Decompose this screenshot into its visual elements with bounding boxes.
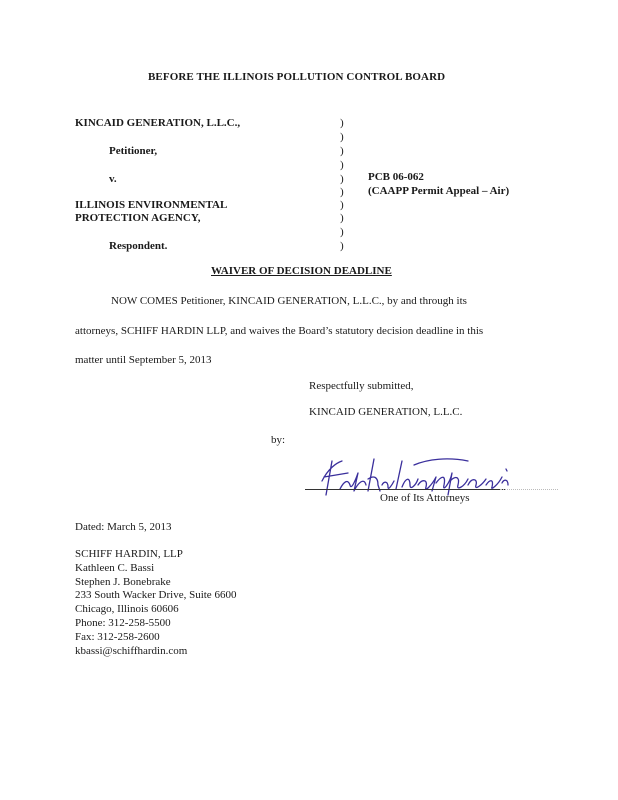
attorney-name: Kathleen C. Bassi xyxy=(75,562,155,574)
petitioner-role: Petitioner, xyxy=(109,145,158,157)
case-number: PCB 06-062 xyxy=(368,171,424,183)
signing-party: KINCAID GENERATION, L.L.C. xyxy=(309,406,463,418)
caption-paren: ) xyxy=(340,186,344,198)
respondent-role: Respondent. xyxy=(109,240,168,252)
caption-paren: ) xyxy=(340,199,344,211)
address-line-1: 233 South Wacker Drive, Suite 6600 xyxy=(75,589,237,601)
petitioner-name: KINCAID GENERATION, L.L.C., xyxy=(75,117,241,129)
caption-paren: ) xyxy=(340,226,344,238)
body-line-3: matter until September 5, 2013 xyxy=(75,354,212,366)
phone-line: Phone: 312-258-5500 xyxy=(75,617,171,629)
firm-name: SCHIFF HARDIN, LLP xyxy=(75,548,183,560)
caption-paren: ) xyxy=(340,240,344,252)
caption-paren: ) xyxy=(340,159,344,171)
case-type: (CAAPP Permit Appeal – Air) xyxy=(368,185,510,197)
caption-paren: ) xyxy=(340,145,344,157)
dated-line: Dated: March 5, 2013 xyxy=(75,521,172,533)
body-line-2: attorneys, SCHIFF HARDIN LLP, and waives the Board’s statutory decision deadline in this xyxy=(75,325,484,337)
address-line-2: Chicago, Illinois 60606 xyxy=(75,603,179,615)
document-heading: WAIVER OF DECISION DEADLINE xyxy=(211,265,392,277)
body-line-1: NOW COMES Petitioner, KINCAID GENERATION, L.L.C., by and through its xyxy=(111,295,467,307)
caption-paren: ) xyxy=(340,212,344,224)
page-title: BEFORE THE ILLINOIS POLLUTION CONTROL BOARD xyxy=(148,71,446,83)
respondent-name-line1: ILLINOIS ENVIRONMENTAL xyxy=(75,199,228,211)
caption-paren: ) xyxy=(340,173,344,185)
attorney-name: Stephen J. Bonebrake xyxy=(75,576,171,588)
signer-title: One of Its Attorneys xyxy=(380,492,470,504)
caption-paren: ) xyxy=(340,131,344,143)
signature-line xyxy=(305,489,505,490)
closing-text: Respectfully submitted, xyxy=(309,380,414,392)
respondent-name-line2: PROTECTION AGENCY, xyxy=(75,212,201,224)
fax-line: Fax: 312-258-2600 xyxy=(75,631,160,643)
caption-paren: ) xyxy=(340,117,344,129)
versus-label: v. xyxy=(109,173,117,185)
signature-line-extension xyxy=(500,489,558,490)
email-line: kbassi@schiffhardin.com xyxy=(75,645,188,657)
by-label: by: xyxy=(271,434,286,446)
